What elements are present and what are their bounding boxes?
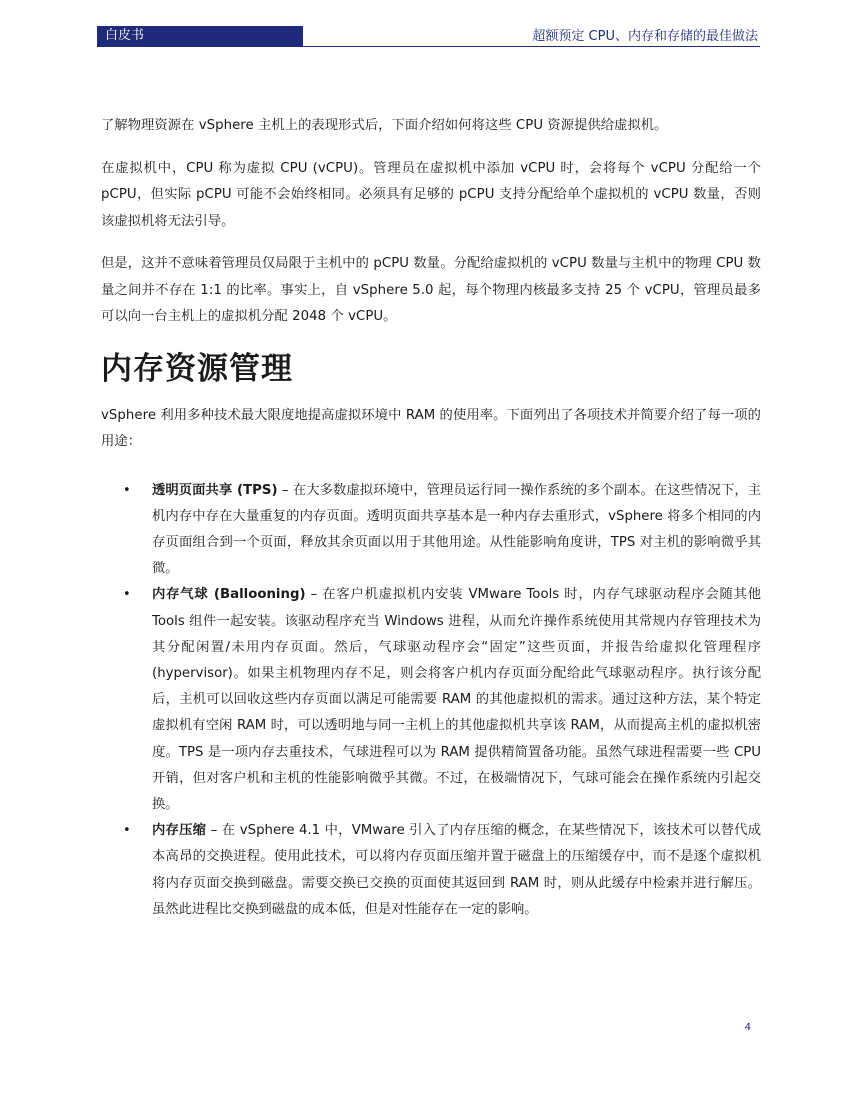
page-number: 4 [744, 1022, 751, 1033]
technique-list [101, 478, 761, 923]
page-content [101, 113, 761, 923]
description-ballooning: – 在客户机虚拟机内安装 VMware Tools 时，内存气球驱动程序会随其他 Tools 组件一起安装。该驱动程序充当 Windows 进程，从而允许操作系统使用其常规内存管理技术为其分配闲置/未用内存页面。然后，气球驱动程序会“固定”这些页面，并报告给虚拟化管理程序 (hypervisor)。如果主机物理内存不足，则会将客户机内存页面分配给此气球驱动程序。执行该分配后，主机可以回收这些内存页面以满足可能需要 RAM 的其他虚拟机的需求。通过这种方法，某个特定虚拟机有空闲 RAM 时，可以透明地与同一主机上的其他虚拟机共享该 RAM，从而提高主机的虚拟机密度。TPS 是一项内存去重技术，气球进程可以为 RAM 提供精简置备功能。虽然气球进程需要一些 CPU 开销，但对客户机和主机的性能影响微乎其微。不过，在极端情况下，气球可能会在操作系统内引起交换。 [152, 587, 762, 812]
paragraph-vcpu: 在虚拟机中，CPU 称为虚拟 CPU (vCPU)。管理员在虚拟机中添加 vCPU 时，会将每个 vCPU 分配给一个 pCPU，但实际 pCPU 可能不会始终相同。必须具有足够的 pCPU 支持分配给单个虚拟机的 vCPU 数量，否则该虚拟机将无法引导。 [101, 160, 761, 229]
doc-type-label: 白皮书 [97, 26, 303, 46]
paragraph-cpu-intro: 了解物理资源在 vSphere 主机上的表现形式后，下面介绍如何将这些 CPU 资源提供给虚拟机。 [101, 118, 668, 133]
bullet-icon: • [123, 823, 131, 839]
list-item-tps [101, 478, 761, 583]
term-tps: 透明页面共享 (TPS) [152, 482, 278, 498]
paragraph-vcpu-ratio: 但是，这并不意味着管理员仅局限于主机中的 pCPU 数量。分配给虚拟机的 vCPU 数量与主机中的物理 CPU 数量之间并不存在 1:1 的比率。事实上，自 vSphere 5.0 起，每个物理内核最多支持 25 个 vCPU，管理员最多可以向一台主机上的虚拟机分配 2048 个 vCPU。 [101, 256, 761, 324]
section-intro: vSphere 利用多种技术最大限度地提高虚拟环境中 RAM 的使用率。下面列出了各项技术并简要介绍了每一项的用途： [101, 407, 761, 449]
term-ballooning: 内存气球 (Ballooning) [152, 587, 306, 603]
section-heading: 内存资源管理 [101, 350, 293, 387]
page-header [97, 26, 760, 47]
bullet-icon: • [123, 482, 131, 498]
list-item-compression [101, 818, 761, 923]
list-item-ballooning [101, 582, 761, 818]
doc-title: 超额预定 CPU、内存和存储的最佳做法 [532, 29, 758, 44]
term-compression: 内存压缩 [152, 823, 207, 839]
description-tps: – 在大多数虚拟环境中，管理员运行同一操作系统的多个副本。在这些情况下，主机内存中存在大量重复的内存页面。透明页面共享基本是一种内存去重形式，vSphere 将多个相同的内存页面组合到一个页面，释放其余页面以用于其他用途。从性能影响角度讲，TPS 对主机的影响微乎其微。 [152, 482, 761, 577]
bullet-icon: • [123, 587, 131, 603]
description-compression: – 在 vSphere 4.1 中，VMware 引入了内存压缩的概念，在某些情况下，该技术可以替代成本高昂的交换进程。使用此技术，可以将内存页面压缩并置于磁盘上的压缩缓存中，而不是逐个虚拟机将内存页面交换到磁盘。需要交换已交换的页面使其返回到 RAM 时，则从此缓存中检索并进行解压。虽然此进程比交换到磁盘的成本低，但是对性能存在一定的影响。 [152, 823, 761, 917]
